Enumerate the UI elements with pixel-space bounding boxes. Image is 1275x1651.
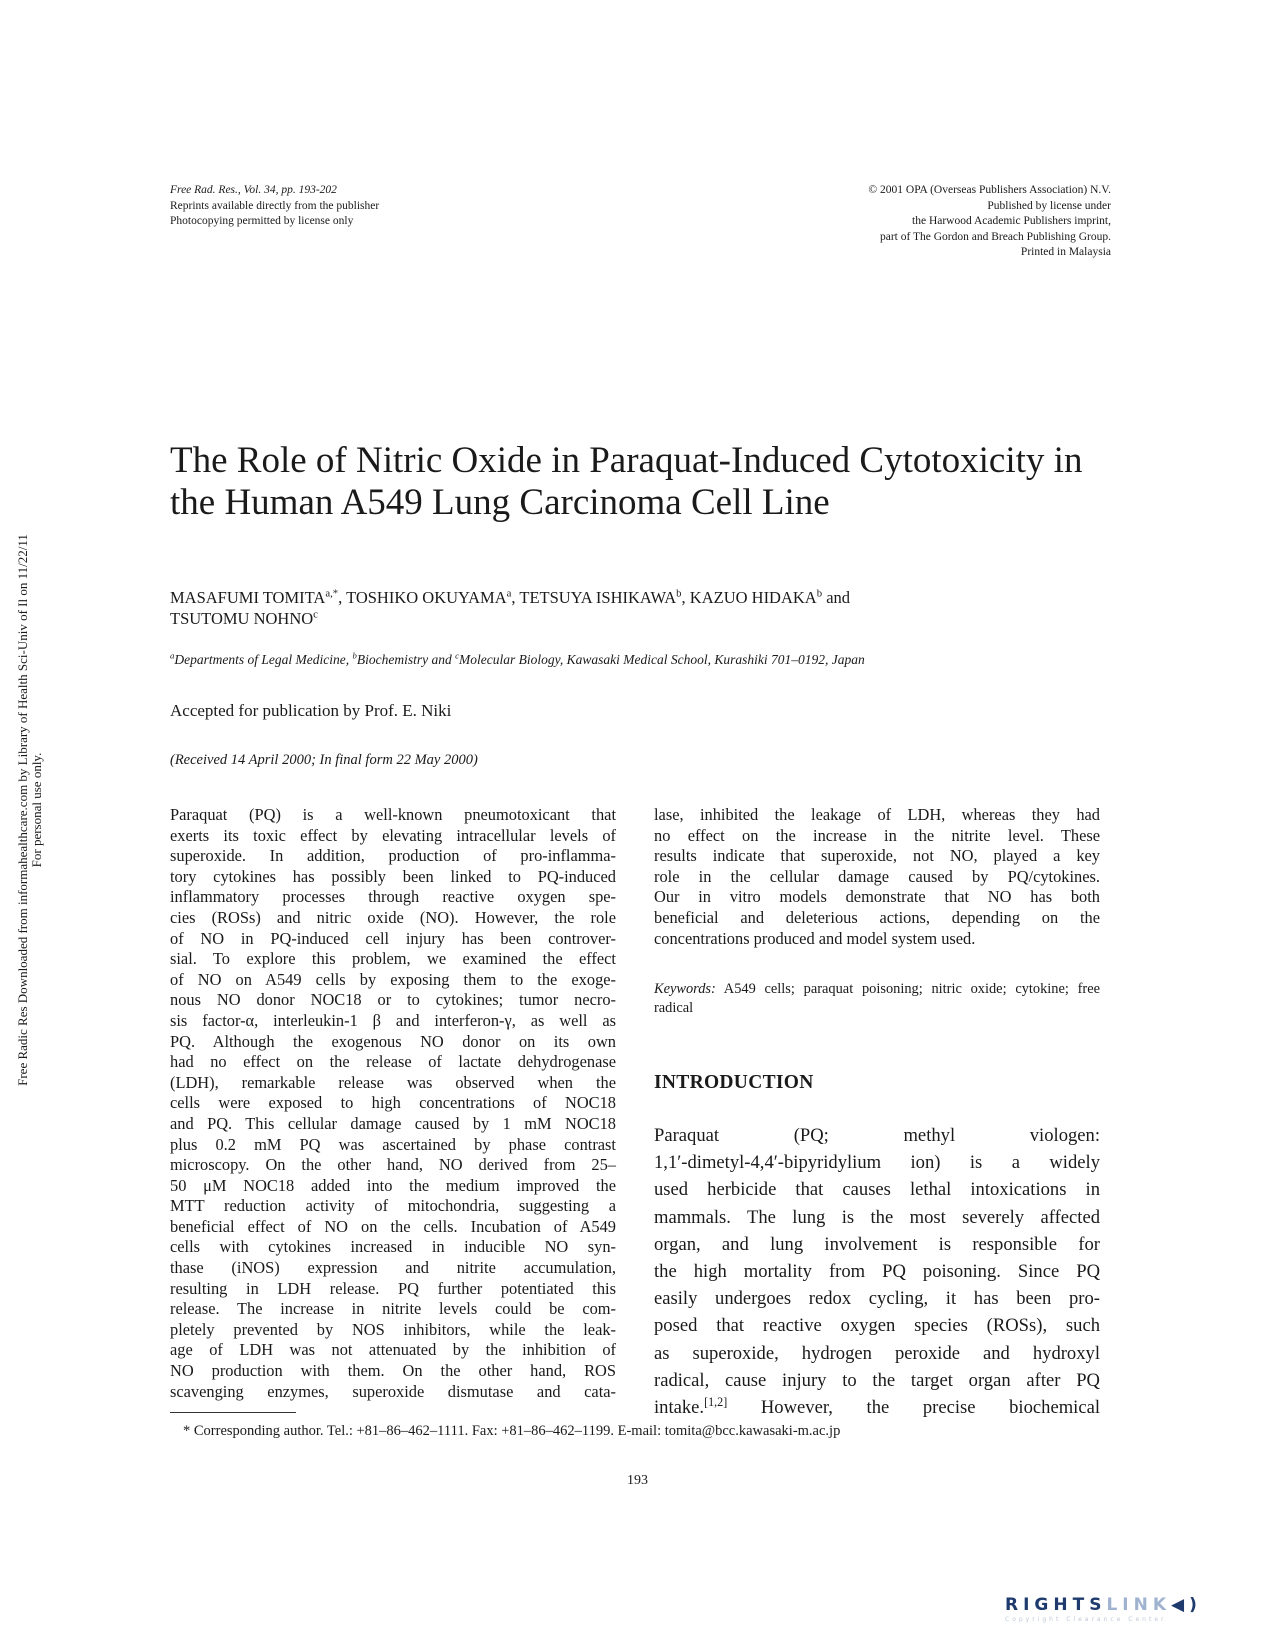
abstract-line: pletely prevented by NOS inhibitors, while the leak- [170,1319,616,1339]
author-separator: , [681,588,690,607]
abstract-line: 50 μM NOC18 added into the medium improved the [170,1175,616,1195]
download-watermark [16,470,42,1150]
abstract-line: exerts its toxic effect by elevating intracellular levels of [170,825,616,845]
affil-molecular-biology: Molecular Biology, Kawasaki Medical School, Kurashiki 701–0192, Japan [459,652,865,667]
printed-line: Printed in Malaysia [1020,246,1111,258]
accepted-note: Accepted for publication by Prof. E. Niki [170,701,452,720]
author-affil-mark: a [506,587,512,600]
intro-line-last [654,1394,1100,1421]
abstract-line: cells were exposed to high concentrations of NOC18 [170,1093,616,1113]
received-dates: (Received 14 April 2000; In final form 22 May 2000) [170,752,478,768]
abstract-line: thase (iNOS) expression and nitrite accumulation, [170,1258,616,1278]
author-affil-mark: b [816,587,823,600]
abstract-line: role in the cellular damage caused by PQ/cytokines. [654,866,1100,886]
abstract-line: cies (ROSs) and nitric oxide (NO). However, the role [170,907,616,927]
abstract-line: (LDH), remarkable release was observed when the [170,1072,616,1092]
introduction-body [654,1122,1100,1421]
keywords-text: A549 cells; paraquat poisoning; nitric oxide; cytokine; free radical [654,981,1100,1016]
abstract-line: plus 0.2 mM PQ was ascertained by phase contrast [170,1134,616,1154]
abstract-line: microscopy. On the other hand, NO derived from 25– [170,1155,616,1175]
author-name: TETSUYA ISHIKAWA [519,588,677,607]
abstract-line: nous NO donor NOC18 or to cytokines; tumor necro- [170,990,616,1010]
footnote-rule [170,1412,296,1413]
abstract-line: Paraquat (PQ) is a well-known pneumotoxicant that [170,805,616,824]
abstract-continuation [654,805,1100,949]
author-affil-mark: a,* [325,587,339,600]
journal-header-left [170,183,590,230]
corresponding-author-footnote: * Corresponding author. Tel.: +81–86–462–1111. Fax: +81–86–462–1199. E-mail: tomita@bcc.kawasaki-m.ac.jp [183,1423,841,1439]
abstract [170,805,616,1402]
abstract-line: PQ. Although the exogenous NO donor on its own [170,1031,616,1051]
abstract-line: age of LDH was not attenuated by the inhibition of [170,1340,616,1360]
intro-line: used herbicide that causes lethal intoxications in [654,1179,1100,1201]
author-list [170,587,1070,629]
abstract-line: inflammatory processes through reactive oxygen spe- [170,887,616,907]
abstract-line: of NO on A549 cells by exposing them to the exoge- [170,969,616,989]
author-name: MASAFUMI TOMITA [170,588,326,607]
abstract-line: and PQ. This cellular damage caused by 1 mM NOC18 [170,1113,616,1133]
abstract-line: had no effect on the release of lactate dehydrogenase [170,1052,616,1072]
author-separator: , [511,588,520,607]
abstract-line: resulting in LDH release. PQ further potentiated this [170,1278,616,1298]
article-title: The Role of Nitric Oxide in Paraquat-Induced Cytotoxicity in the Human A549 Lung Carcinoma Cell Line [170,440,1083,523]
rightslink-logo[interactable] [1005,1595,1235,1629]
abstract-line: tory cytokines has possibly been linked to PQ-induced [170,866,616,886]
author-separator: and [822,588,851,607]
license-line: Published by license under [987,199,1111,212]
download-watermark-line2: For personal use only. [29,752,44,868]
abstract-line: MTT reduction activity of mitochondria, suggesting a [170,1196,616,1216]
abstract-line: lase, inhibited the leakage of LDH, whereas they had [654,805,1100,824]
affil-mark-c: c [455,650,459,661]
abstract-line: NO production with them. On the other hand, ROS [170,1361,616,1381]
affil-mark-b: b [352,650,357,661]
abstract-line: of NO in PQ-induced cell injury has been controver- [170,928,616,948]
intro-line: the high mortality from PQ poisoning. Since PQ [654,1261,1100,1283]
intro-line: easily undergoes redox cycling, it has been pro- [654,1288,1100,1310]
intro-line: radical, cause injury to the target organ after PQ [654,1369,1100,1391]
intro-text: However, the precise biochemical [727,1397,1100,1419]
imprint-line: the Harwood Academic Publishers imprint, [912,215,1111,227]
intro-line: mammals. The lung is the most severely affected [654,1206,1100,1228]
intro-line: 1,1′-dimetyl-4,4′-bipyridylium ion) is a widely [654,1152,1100,1174]
abstract-line: beneficial and deleterious actions, depending on the [654,907,1100,927]
abstract-line: no effect on the increase in the nitrite level. These [654,825,1100,845]
journal-citation: Free Rad. Res., Vol. 34, pp. 193-202 [170,184,337,196]
group-line: part of The Gordon and Breach Publishing Group. [879,230,1111,243]
affil-legal-medicine: Departments of Legal Medicine, [174,652,353,667]
author-affil-mark: c [313,608,318,621]
rightslink-logo-rights: RIGHTS [1005,1595,1107,1615]
affil-biochemistry: Biochemistry and [356,652,456,667]
rightslink-logo-link: LINK [1106,1595,1171,1615]
abstract-line: sis factor-α, interleukin-1 β and interferon-γ, as well as [170,1010,616,1030]
abstract-line: beneficial effect of NO on the cells. Incubation of A549 [170,1216,616,1236]
abstract-line: scavenging enzymes, superoxide dismutase and cata- [170,1381,616,1401]
intro-line: posed that reactive oxygen species (ROSs), such [654,1315,1100,1337]
author-affil-mark: b [676,587,682,600]
abstract-line: cells with cytokines increased in inducible NO syn- [170,1237,616,1257]
photocopy-note: Photocopying permitted by license only [170,215,354,227]
abstract-line: Our in vitro models demonstrate that NO has both [654,887,1100,907]
abstract-line: concentrations produced and model system used. [654,928,976,948]
abstract-line: results indicate that superoxide, not NO, played a key [654,846,1100,866]
author-separator: , [338,588,347,607]
page-number: 193 [627,1473,648,1488]
affiliations [170,652,1110,668]
author-name: TOSHIKO OKUYAMA [346,588,507,607]
copyright-line: © 2001 OPA (Overseas Publishers Association) N.V. [868,184,1111,196]
affil-mark-a: a [170,650,175,661]
intro-text: intake. [654,1397,705,1419]
abstract-line: release. The increase in nitrite levels could be com- [170,1299,616,1319]
rightslink-tagline: Copyright Clearance Center [1005,1616,1167,1623]
abstract-line: superoxide. In addition, production of pro-inflamma- [170,846,616,866]
intro-line: Paraquat (PQ; methyl viologen: [654,1125,1100,1146]
author-name: KAZUO HIDAKA [689,588,817,607]
rightslink-arrow-icon: ◀) [1171,1595,1202,1615]
intro-line: as superoxide, hydrogen peroxide and hydroxyl [654,1342,1100,1364]
intro-line: organ, and lung involvement is responsible for [654,1233,1100,1255]
citation-ref[interactable]: [1,2] [704,1394,728,1409]
abstract-line: sial. To explore this problem, we examined the effect [170,949,616,969]
keywords [654,980,1100,1018]
keywords-label: Keywords: [654,981,716,997]
download-watermark-line1: Free Radic Res Downloaded from informahealthcare.com by Library of Health Sci-Univ of Il on 11/22/11 [15,534,30,1086]
author-name: TSUTOMU NOHNO [170,609,314,628]
section-heading-introduction: INTRODUCTION [654,1072,814,1093]
reprints-note: Reprints available directly from the publisher [170,199,380,212]
journal-header-right [691,183,1111,261]
